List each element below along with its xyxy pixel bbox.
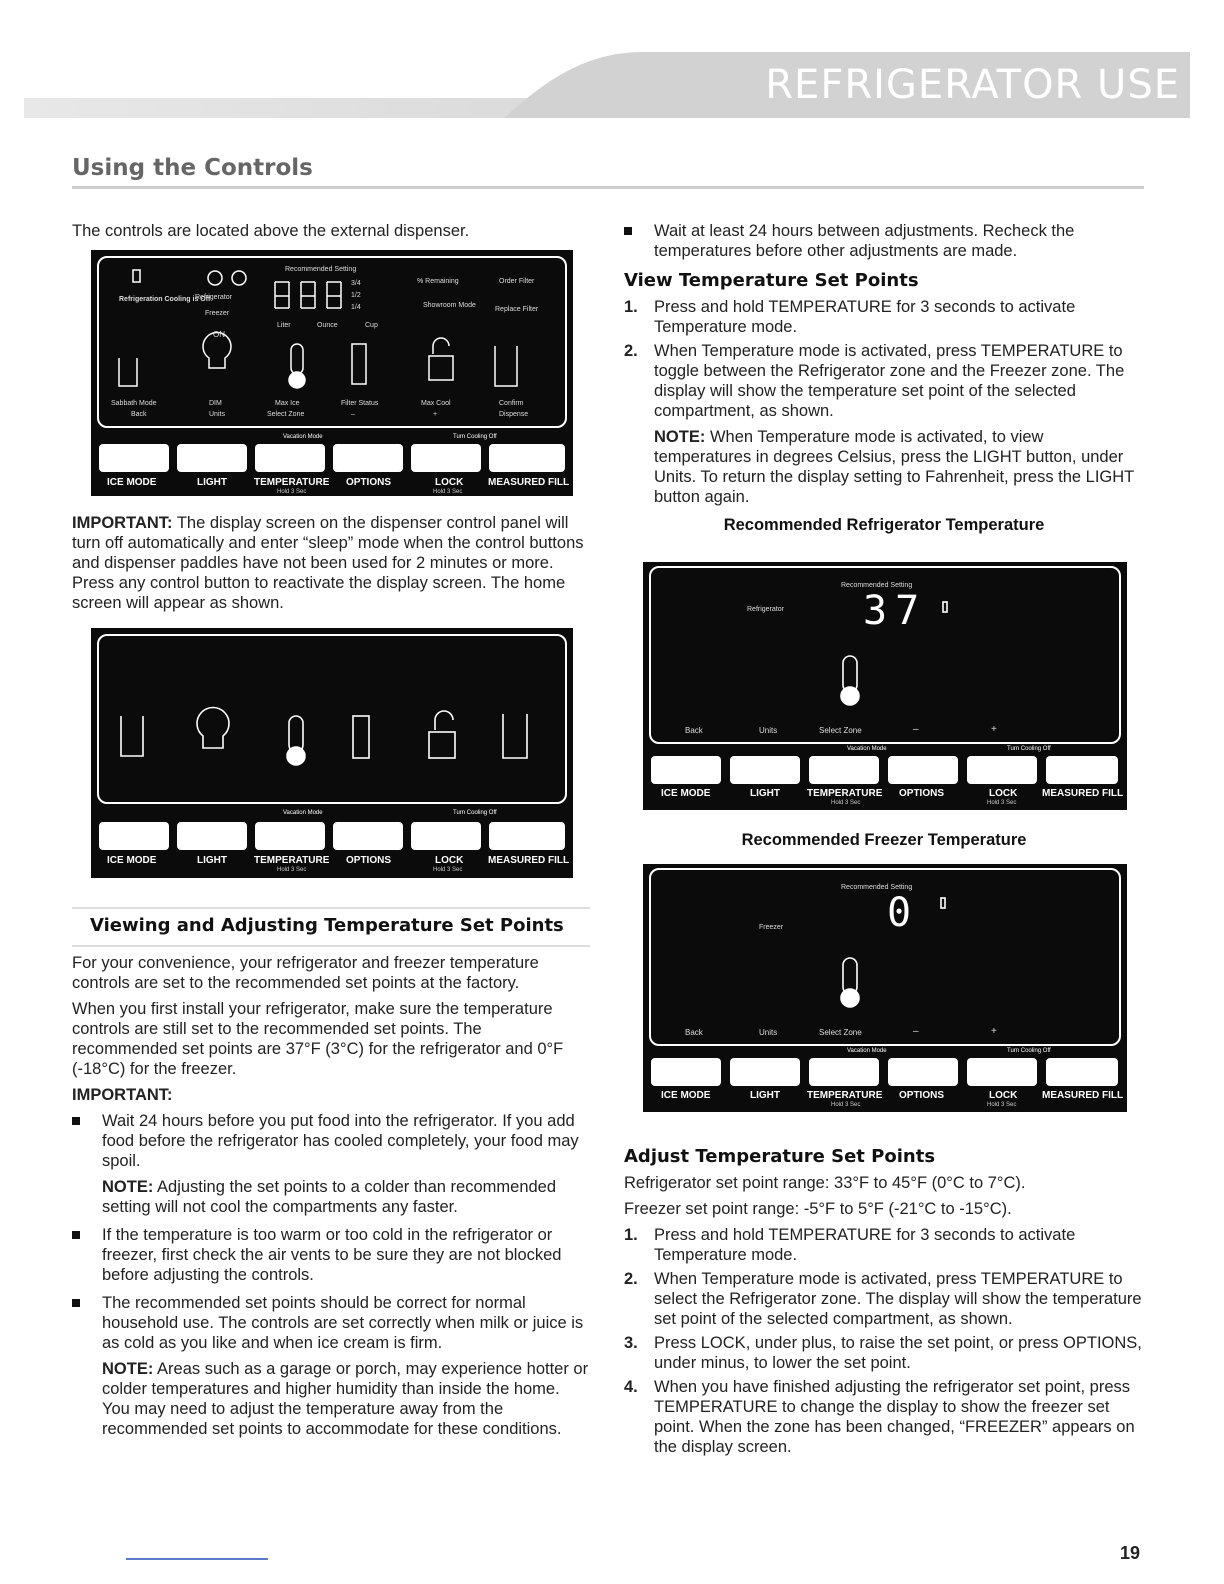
light-button[interactable] [177, 444, 247, 472]
digit-icon [301, 282, 315, 308]
freezer-thermo [651, 870, 1119, 1044]
adjust-heading: Adjust Temperature Set Points [624, 1146, 936, 1167]
lock-label: LOCK [989, 1090, 1018, 1101]
label-filter-status: Filter Status [341, 400, 379, 407]
important-text: The display screen on the dispenser control panel will turn off automatically and enter “sleep” mode when the control buttons and dispenser paddles have not been used for 2 minutes or more. Press any control button to reactivate the display screen. The home screen will appear as shown. [72, 514, 584, 612]
bullet-text: Wait 24 hours before you put food into the refrigerator. If you add food before the refrigerator has cooled completely, your food may spoil. [102, 1112, 579, 1170]
light-button[interactable] [730, 756, 800, 784]
measured-fill-label: MEASURED FILL [1042, 788, 1124, 799]
label-back: Back [131, 411, 147, 418]
vacation-mode-label: Vacation Mode [283, 810, 323, 816]
step-text: Press and hold TEMPERATURE for 3 seconds to activate Temperature mode. [654, 1226, 1076, 1264]
unit-ounce: Ounce [317, 322, 338, 329]
lock-label: LOCK [435, 855, 464, 866]
para-1: For your convenience, your refrigerator and freezer temperature controls are set to the recommended set points at the factory. [72, 954, 539, 992]
snowflake-icon [232, 271, 246, 285]
label-remaining: % Remaining [417, 278, 459, 285]
turn-cooling-off-label: Turn Cooling Off [1007, 1048, 1051, 1054]
adjust-steps [624, 1225, 1144, 1457]
step-item: 1. Press and hold TEMPERATURE for 3 seconds to activate Temperature mode. [624, 1226, 1076, 1264]
ice-mode-button[interactable] [651, 1058, 721, 1086]
label-max-cool: Max Cool [421, 400, 451, 407]
turn-cooling-off-label: Turn Cooling Off [453, 810, 497, 816]
timer-icon [208, 271, 222, 285]
digit-icon [327, 282, 341, 308]
step-item: 2. When Temperature mode is activated, press TEMPERATURE to select the Refrigerator zone. The display will show the temperature set point of the selected compartment, as shown. [624, 1270, 1142, 1328]
temperature-label: TEMPERATURE [807, 1090, 883, 1101]
bullet-item [72, 1293, 590, 1439]
note-label: NOTE: [102, 1178, 154, 1196]
label-units: Units [759, 726, 778, 735]
label-dispense: Dispense [499, 411, 529, 418]
label-minus: – [913, 724, 919, 735]
vacation-mode-label: Vacation Mode [847, 1048, 887, 1054]
note-text: Adjusting the set points to a colder than recommended setting will not cool the compartments any faster. [102, 1178, 557, 1216]
intro-text: The controls are located above the external dispenser. [72, 222, 470, 240]
label-units: Units [209, 411, 225, 418]
step-text: When Temperature mode is activated, press TEMPERATURE to select the Refrigerator zone. The display will show the temperature set point of the selected compartment, as shown. [654, 1270, 1142, 1328]
step-text: Press and hold TEMPERATURE for 3 seconds to activate Temperature mode. [654, 298, 1076, 336]
label-freezer: Freezer [205, 310, 230, 317]
filter-status-icon [353, 716, 369, 758]
label-recommended: Recommended Setting [841, 582, 913, 589]
left-body [72, 953, 590, 1447]
hold-label: Hold 3 Sec [277, 489, 307, 495]
label-freezer: Freezer [759, 924, 784, 931]
note-label: NOTE: [654, 428, 706, 446]
label-select-zone: Select Zone [819, 726, 862, 735]
fridge-screen [649, 566, 1121, 744]
lock-label: LOCK [435, 477, 464, 488]
options-label: OPTIONS [899, 788, 945, 799]
measured-fill-label: MEASURED FILL [488, 855, 570, 866]
thermometer-icon [291, 344, 303, 374]
fahrenheit-icon [941, 898, 945, 908]
left-bullets [72, 1111, 590, 1439]
fahrenheit-icon [943, 602, 947, 612]
fraction-3-4: 3/4 [351, 280, 361, 287]
label-minus: – [351, 411, 355, 418]
ice-mode-button[interactable] [99, 444, 169, 472]
para-2: When you first install your refrigerator, make sure the temperature controls are still set to the recommended set points. The recommended set points are 37°F (3°C) for the refrigerator and 0°F (-18°C) for the freezer. [72, 1000, 564, 1078]
bullet-text: If the temperature is too warm or too cold in the refrigerator or freezer, first check the air vents to be sure they are not blocked before adjusting the controls. [102, 1226, 562, 1284]
lock-button[interactable] [411, 444, 481, 472]
temperature-button[interactable] [255, 822, 325, 850]
digit-icon [275, 282, 289, 308]
fridge-temp-value: 37 [863, 588, 928, 634]
ice-mode-button[interactable] [651, 756, 721, 784]
step-item: 2. When Temperature mode is activated, press TEMPERATURE to toggle between the Refrigerator zone and the Freezer zone. The display will show the temperature set point of the selected compartment, as shown. NOTE: When Temperature mode is activated, to view temperatures in degrees Celsius, press the LIGHT button, under Units. To return the display setting to Fahrenheit, press the LIGHT button again. [624, 342, 1134, 506]
page-number: 19 [1120, 1543, 1141, 1563]
vacation-mode-label: Vacation Mode [283, 434, 323, 440]
note-text: When Temperature mode is activated, to view temperatures in degrees Celsius, press the LIGHT button, under Units. To return the display setting to Fahrenheit, press the LIGHT button again. [654, 428, 1134, 506]
freezer-caption-block [624, 830, 1144, 856]
vacation-mode-label: Vacation Mode [847, 746, 887, 752]
label-refrigerator: Refrigerator [747, 606, 784, 613]
measured-fill-button[interactable] [1046, 756, 1118, 784]
hold-label: Hold 3 Sec [277, 867, 307, 873]
options-label: OPTIONS [346, 477, 392, 488]
light-button[interactable] [177, 822, 247, 850]
label-select-zone: Select Zone [819, 1028, 862, 1037]
fridge-temp-panel [643, 562, 1127, 810]
label-plus: + [991, 724, 997, 735]
right-top [624, 221, 1144, 541]
light-label: LIGHT [197, 477, 227, 488]
cup-icon [119, 358, 137, 386]
measured-fill-label: MEASURED FILL [488, 477, 570, 488]
freezer-temp-panel [643, 864, 1127, 1112]
fraction-1-4: 1/4 [351, 304, 361, 311]
filter-status-icon [352, 344, 366, 384]
hold-label: Hold 3 Sec [987, 1102, 1017, 1108]
bullet-text: The recommended set points should be correct for normal household use. The controls are set correctly when milk or juice is as cold as you like and when ice cream is firm. [102, 1294, 584, 1352]
step-text: When you have finished adjusting the refrigerator set point, press TEMPERATURE to change the display to show the freezer set point. When the zone has been changed, “FREEZER” appears on the display screen. [654, 1378, 1135, 1456]
measured-fill-button[interactable] [489, 444, 565, 472]
note-text: Areas such as a garage or porch, may experience hotter or colder temperatures and higher humidity than inside the home. You may need to adjust the temperature away from the recommended set points to accommodate for these conditions. [102, 1360, 589, 1438]
unit-cup: Cup [365, 322, 378, 329]
filter-icon [133, 270, 140, 282]
footer-line [126, 1558, 268, 1560]
label-plus: + [433, 411, 438, 418]
label-confirm: Confirm [499, 400, 524, 407]
adjust-block [624, 1147, 1144, 1463]
light-label: LIGHT [750, 788, 780, 799]
rec-fridge-caption: Recommended Refrigerator Temperature [723, 516, 1045, 534]
important-label: IMPORTANT: [72, 514, 173, 532]
options-label: OPTIONS [346, 855, 392, 866]
hold-label: Hold 3 Sec [433, 489, 463, 495]
important-label-2: IMPORTANT: [72, 1086, 173, 1104]
label-order-filter: Order Filter [499, 278, 535, 285]
label-dim: DIM [209, 400, 222, 407]
label-sabbath: Sabbath Mode [111, 400, 157, 407]
label-back: Back [685, 1028, 703, 1037]
temperature-button[interactable] [809, 1058, 879, 1086]
light-label: LIGHT [750, 1090, 780, 1101]
options-button[interactable] [333, 822, 403, 850]
view-steps [624, 297, 1144, 507]
temperature-label: TEMPERATURE [254, 855, 330, 866]
home-icons [99, 636, 565, 802]
step-item: 3. Press LOCK, under plus, to raise the set point, or press OPTIONS, under minus, to lower the set point. [624, 1334, 1142, 1372]
lock-button[interactable] [967, 1058, 1037, 1086]
bulb-icon [197, 708, 229, 748]
refr-cooling-off: Refrigeration Cooling is Off [119, 296, 211, 303]
light-label: LIGHT [197, 855, 227, 866]
ice-mode-label: ICE MODE [661, 788, 711, 799]
label-showroom: Showroom Mode [423, 302, 476, 309]
bullet-item [72, 1111, 590, 1217]
range-fridge: Refrigerator set point range: 33°F to 45°F (0°C to 7°C). [624, 1174, 1026, 1192]
left-important-block [72, 513, 590, 619]
subheading: Viewing and Adjusting Temperature Set Points [90, 915, 564, 936]
temperature-label: TEMPERATURE [807, 788, 883, 799]
bullet-item [72, 1225, 590, 1285]
options-button[interactable] [888, 1058, 958, 1086]
turn-cooling-off-label: Turn Cooling Off [453, 434, 497, 440]
title-rule [72, 186, 1144, 189]
step-text: When Temperature mode is activated, press TEMPERATURE to toggle between the Refrigerator zone and the Freezer zone. The display will show the temperature set point of the selected compartment, as shown. [654, 342, 1125, 420]
options-button[interactable] [333, 444, 403, 472]
cup-icon [121, 716, 143, 756]
range-freezer: Freezer set point range: -5°F to 5°F (-21°C to -15°C). [624, 1200, 1012, 1218]
label-select-zone: Select Zone [267, 411, 305, 418]
light-button[interactable] [730, 1058, 800, 1086]
label-plus: + [991, 1026, 997, 1037]
freezer-temp-value: 0 [887, 890, 912, 936]
rec-freezer-caption: Recommended Freezer Temperature [741, 831, 1027, 849]
section-title: Using the Controls [72, 155, 313, 181]
panel-icons [99, 258, 565, 426]
hold-label: Hold 3 Sec [831, 800, 861, 806]
label-minus: – [913, 1026, 919, 1037]
step-item: 4. When you have finished adjusting the refrigerator set point, press TEMPERATURE to change the display to show the freezer set point. When the zone has been changed, “FREEZER” appears on the display screen. [624, 1378, 1135, 1456]
hold-label: Hold 3 Sec [987, 800, 1017, 806]
control-panel-full [91, 250, 573, 496]
step-text: Press LOCK, under plus, to raise the set point, or press OPTIONS, under minus, to lower the set point. [654, 1334, 1142, 1372]
label-max-ice: Max Ice [275, 400, 300, 407]
label-units: Units [759, 1028, 778, 1037]
hold-label: Hold 3 Sec [433, 867, 463, 873]
bullet-item [624, 221, 1144, 261]
measured-fill-label: MEASURED FILL [1042, 1090, 1124, 1101]
lock-label: LOCK [989, 788, 1018, 799]
right-bullets [624, 221, 1144, 261]
view-heading: View Temperature Set Points [624, 270, 919, 291]
lock-button[interactable] [411, 822, 481, 850]
temperature-button[interactable] [809, 756, 879, 784]
options-label: OPTIONS [899, 1090, 945, 1101]
unit-liter: Liter [277, 322, 291, 329]
ice-mode-label: ICE MODE [661, 1090, 711, 1101]
label-refrigerator: Refrigerator [195, 294, 232, 301]
label-on: ON [213, 330, 225, 339]
hold-label: Hold 3 Sec [831, 1102, 861, 1108]
measured-fill-button[interactable] [489, 822, 565, 850]
label-back: Back [685, 726, 703, 735]
lock-icon [433, 338, 449, 354]
temperature-button[interactable] [255, 444, 325, 472]
ice-mode-label: ICE MODE [107, 477, 157, 488]
freezer-screen [649, 868, 1121, 1046]
home-screen [97, 634, 567, 804]
temperature-label: TEMPERATURE [254, 477, 330, 488]
home-screen-panel [91, 628, 573, 878]
note-label: NOTE: [102, 1360, 154, 1378]
panel-screen [97, 256, 567, 428]
label-recommended: Recommended Setting [285, 266, 357, 273]
lock-icon [435, 711, 453, 730]
ice-mode-label: ICE MODE [107, 855, 157, 866]
options-button[interactable] [888, 756, 958, 784]
turn-cooling-off-label: Turn Cooling Off [1007, 746, 1051, 752]
fraction-1-2: 1/2 [351, 292, 361, 299]
bullet-text: Wait at least 24 hours between adjustments. Recheck the temperatures before other adjustments are made. [654, 222, 1075, 260]
dispense-icon [495, 346, 517, 386]
left-intro-block [72, 221, 590, 247]
dispense-icon [503, 714, 527, 758]
label-recommended: Recommended Setting [841, 884, 913, 891]
step-item: 1. Press and hold TEMPERATURE for 3 seconds to activate Temperature mode. [624, 298, 1076, 336]
measured-fill-button[interactable] [1046, 1058, 1118, 1086]
lock-button[interactable] [967, 756, 1037, 784]
banner-title: REFRIGERATOR USE [765, 62, 1180, 108]
label-replace-filter: Replace Filter [495, 306, 539, 313]
subheading-box [72, 907, 590, 947]
ice-mode-button[interactable] [99, 822, 169, 850]
